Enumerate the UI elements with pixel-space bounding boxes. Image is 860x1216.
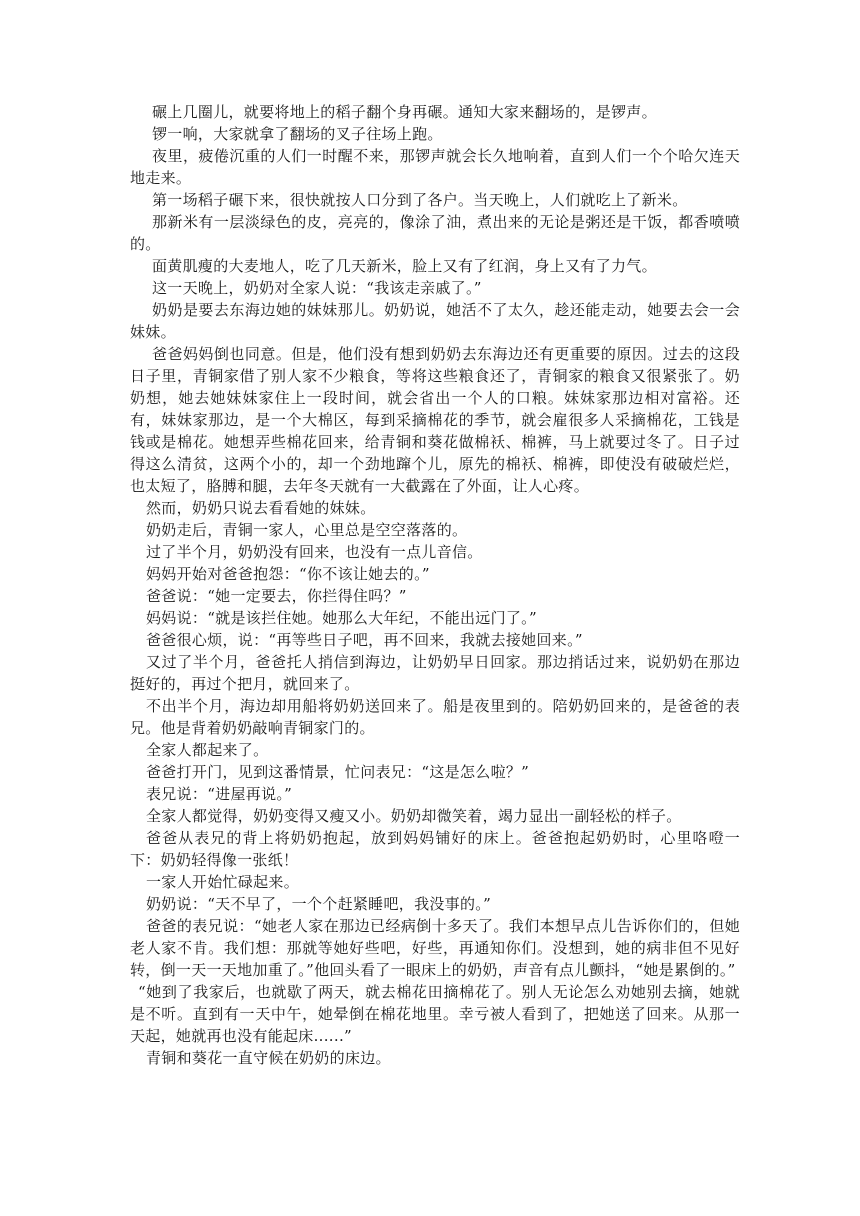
paragraph: 青铜和葵花一直守候在奶奶的床边。 <box>146 1049 391 1067</box>
paragraph: 爸爸妈妈倒也同意。但是，他们没有想到奶奶去东海边还有更重要的原因。过去的这段日子里，青铜家借了别人家不少粮食，等将这些粮食还了，青铜家的粮食又很紧张了。奶奶想，她去她妹妹家住上一段时间，就会省出一个人的口粮。妹妹家那边相对富裕。还有，妹妹家那边，是一个大棉区，每到采摘棉花的季节，就会雇很多人采摘棉花，工钱是钱或是棉花。她想弄些棉花回来，给青铜和葵花做棉袄、棉裤，马上就要过冬了。日子过得这么清贫，这两个小的，却一个劲地蹿个儿，原先的棉袄、棉裤，即使没有破破烂烂，也太短了，胳膊和腿，去年冬天就有一大截露在了外面，让人心疼。 <box>130 345 740 495</box>
paragraph: 妈妈开始对爸爸抱怨：“你不该让她去的。” <box>146 565 430 583</box>
paragraph: 一家人开始忙碌起来。 <box>146 873 300 891</box>
paragraph: 夜里，疲倦沉重的人们一时醒不来，那锣声就会长久地响着，直到人们一个个哈欠连天地走来。 <box>130 147 740 187</box>
paragraph: 奶奶是要去东海边她的妹妹那儿。奶奶说，她活不了太久，趁还能走动，她要去会一会妹妹。 <box>130 301 740 341</box>
paragraph: 第一场稻子碾下来，很快就按人口分到了各户。当天晚上，人们就吃上了新米。 <box>152 191 688 209</box>
paragraph: 表兄说：“进屋再说。” <box>146 785 293 803</box>
paragraph: 全家人都觉得，奶奶变得又瘦又小。奶奶却微笑着，竭力显出一副轻松的样子。 <box>146 807 682 825</box>
paragraph: 锣一响，大家就拿了翻场的叉子往场上跑。 <box>152 125 443 143</box>
paragraph: 奶奶走后，青铜一家人，心里总是空空落落的。 <box>146 521 468 539</box>
paragraph: 全家人都起来了。 <box>146 741 269 759</box>
paragraph: 爸爸说：“她一定要去，你拦得住吗？” <box>146 587 407 605</box>
paragraph: 爸爸从表兄的背上将奶奶抱起，放到妈妈铺好的床上。爸爸抱起奶奶时，心里咯噔一下：奶奶轻得像一张纸！ <box>130 829 740 869</box>
paragraph: 碾上几圈儿，就要将地上的稻子翻个身再碾。通知大家来翻场的，是锣声。 <box>152 103 657 121</box>
paragraph: 爸爸很心烦，说：“再等些日子吧，再不回来，我就去接她回来。” <box>146 631 583 649</box>
paragraph: 爸爸打开门，见到这番情景，忙问表兄：“这是怎么啦？” <box>146 763 530 781</box>
paragraph: 这一天晚上，奶奶对全家人说：“我该走亲戚了。” <box>152 279 482 297</box>
paragraph: 奶奶说：“天不早了，一个个赶紧睡吧，我没事的。” <box>146 895 492 913</box>
paragraph: 那新米有一层淡绿色的皮，亮亮的，像涂了油，煮出来的无论是粥还是干饭，都香喷喷的。 <box>130 213 740 253</box>
paragraph: 过了半个月，奶奶没有回来，也没有一点儿音信。 <box>146 543 483 561</box>
story-text <box>130 101 740 1069</box>
paragraph: 面黄肌瘦的大麦地人，吃了几天新米，脸上又有了红润，身上又有了力气。 <box>152 257 657 275</box>
paragraph: 妈妈说：“就是该拦住她。她那么大年纪，不能出远门了。” <box>146 609 537 627</box>
paragraph: 然而，奶奶只说去看看她的妹妹。 <box>146 499 376 517</box>
paragraph: “她到了我家后，也就歇了两天，就去棉花田摘棉花了。别人无论怎么劝她别去摘，她就是不听。直到有一天中午，她晕倒在棉花地里。幸亏被人看到了，把她送了回来。从那一天起，她就再也没有能起床......” <box>130 983 740 1045</box>
paragraph: 爸爸的表兄说：“她老人家在那边已经病倒十多天了。我们本想早点儿告诉你们的，但她老人家不肯。我们想：那就等她好些吧，好些，再通知你们。没想到，她的病非但不见好转，倒一天一天地加重了。”他回头看了一眼床上的奶奶，声音有点儿颤抖，“她是累倒的。” <box>130 917 740 979</box>
paragraph: 不出半个月，海边却用船将奶奶送回来了。船是夜里到的。陪奶奶回来的，是爸爸的表兄。他是背着奶奶敲响青铜家门的。 <box>130 697 740 737</box>
paragraph: 又过了半个月，爸爸托人捎信到海边，让奶奶早日回家。那边捎话过来，说奶奶在那边 挺好的，再过个把月，就回来了。 <box>130 653 740 693</box>
